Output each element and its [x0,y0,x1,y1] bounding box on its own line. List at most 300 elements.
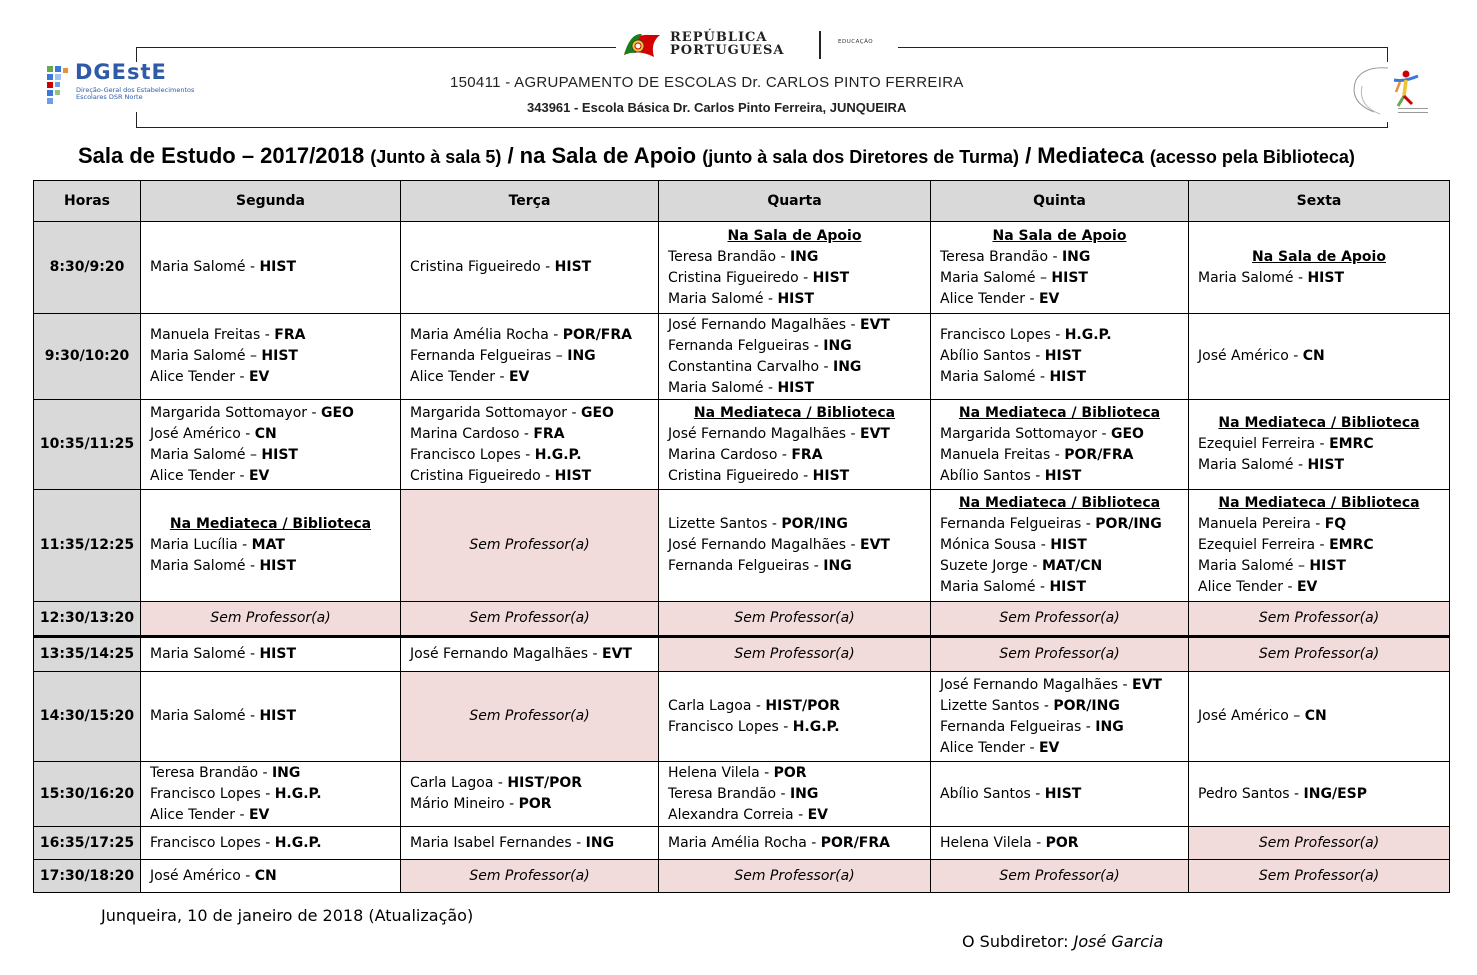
teacher-name: Maria Amélia Rocha - [410,327,563,343]
teacher-entry [410,325,649,346]
schedule-cell [659,314,931,400]
subject-code: POR/ING [1053,697,1120,714]
teacher-name: Constantina Carvalho - [668,358,833,375]
teacher-name: Carla Lagoa - [410,775,508,791]
title-part: – 2017/2018 [235,143,371,168]
subject-code: POR/FRA [562,327,632,343]
table-header-row [34,181,1450,222]
teacher-entry [940,466,1179,487]
republica-logo-text: REPÚBLICA PORTUGUESA [670,30,785,58]
teacher-entry [410,403,649,424]
schedule-cell [141,637,401,672]
teacher-entry [410,257,649,278]
teacher-entry [940,784,1179,805]
subject-code: EMRC [1329,537,1374,553]
subject-code: ING [271,764,301,781]
subject-code: H.G.P. [274,785,322,802]
column-header-tuesday: Terça [401,181,659,222]
teacher-entry [1198,535,1440,556]
subject-code: GEO [580,404,614,421]
teacher-entry [940,346,1179,367]
footer-date: Junqueira, 10 de janeiro de 2018 (Atualização) [101,906,474,925]
subject-code: HIST [1309,558,1346,574]
no-teacher-cell: Sem Professor(a) [401,672,659,762]
teacher-name: Maria Salomé - [1198,457,1308,473]
no-teacher-cell: Sem Professor(a) [1189,860,1450,893]
teacher-name: José Américo - [1198,348,1303,364]
no-teacher-cell: Sem Professor(a) [401,860,659,893]
subject-code: EVT [860,316,890,333]
subject-code: HIST [1049,369,1087,385]
teacher-entry [940,833,1179,854]
schedule-cell [401,762,659,827]
teacher-entry [150,784,391,805]
teacher-name: Margarida Sottomayor - [410,404,581,421]
teacher-name: Francisco Lopes - [668,718,793,735]
teacher-entry [668,336,921,357]
table-row [34,827,1450,860]
time-slot-cell: 14:30/15:20 [34,672,141,762]
subject-code: EVT [1132,676,1162,693]
room-location-label: Na Sala de Apoio [727,227,862,244]
teacher-name: José Fernando Magalhães - [940,676,1133,693]
subject-code: EV [248,467,270,484]
subject-code: HIST [777,290,815,307]
teacher-name: Teresa Brandão - [940,248,1062,265]
schedule-cell [141,222,401,314]
teacher-entry [410,367,649,388]
subject-code: HIST [1044,348,1082,364]
schedule-cell [659,827,931,860]
schedule-cell [141,827,401,860]
teacher-name: Alice Tender - [150,806,249,823]
teacher-name: Maria Salomé – [150,446,262,463]
teacher-entry [940,577,1179,598]
subject-code: H.G.P. [792,718,840,735]
teacher-name: Fernanda Felgueiras - [668,337,824,354]
teacher-entry [150,644,391,665]
signature-name: José Garcia [1073,932,1164,951]
subject-code: HIST [1044,467,1082,484]
signature-label: O Subdiretor: [962,932,1074,951]
page-title [78,143,1355,169]
teacher-name: Fernanda Felgueiras - [940,718,1096,735]
schedule-cell [1189,222,1450,314]
teacher-entry [668,696,921,717]
teacher-entry [150,556,391,577]
schedule-cell [141,400,401,490]
schedule-cell [931,222,1189,314]
subject-code: EVT [860,425,890,442]
no-teacher-cell: Sem Professor(a) [1189,827,1450,860]
column-header-hours: Horas [34,181,141,222]
teacher-entry [940,268,1179,289]
teacher-name: Maria Salomé – [150,348,262,364]
teacher-entry [150,325,391,346]
schedule-cell [931,672,1189,762]
teacher-entry [150,367,391,388]
teacher-name: Fernanda Felgueiras - [940,516,1096,532]
dgeste-logo-subtitle: Direção-Geral dos Estabelecimentos Escolares DSR Norte [76,86,195,101]
subject-code: ING [585,834,615,851]
teacher-entry [940,367,1179,388]
teacher-name: Helena Vilela - [940,834,1046,851]
schedule-cell [659,672,931,762]
no-teacher-cell: Sem Professor(a) [931,860,1189,893]
teacher-name: Alice Tender - [150,369,249,385]
teacher-entry [410,424,649,445]
teacher-name: Francisco Lopes - [410,446,535,463]
teacher-name: Manuela Freitas - [150,327,275,343]
no-teacher-cell: Sem Professor(a) [401,490,659,602]
teacher-entry [1198,577,1440,598]
teacher-name: Alice Tender - [150,467,249,484]
subject-code: EVT [860,537,890,553]
teacher-entry [940,289,1179,310]
no-teacher-cell: Sem Professor(a) [659,860,931,893]
teacher-entry [1198,434,1440,455]
teacher-entry [668,535,921,556]
teacher-entry [410,833,649,854]
subject-code: FRA [533,425,565,442]
teacher-name: Margarida Sottomayor - [150,404,321,421]
teacher-entry [668,357,921,378]
no-teacher-cell: Sem Professor(a) [659,637,931,672]
teacher-name: Maria Isabel Fernandes - [410,834,586,851]
teacher-name: Margarida Sottomayor - [940,425,1111,442]
teacher-name: Maria Salomé - [940,369,1050,385]
schedule-cell [401,827,659,860]
teacher-entry [1198,706,1440,727]
subject-code: ING [567,348,596,364]
time-slot-cell: 16:35/17:25 [34,827,141,860]
teacher-name: Abílio Santos - [940,785,1045,802]
teacher-name: Mário Mineiro - [410,796,519,812]
subject-code: HIST [259,259,297,275]
schedule-body [34,222,1450,893]
schedule-cell [401,637,659,672]
schedule-cell [141,762,401,827]
teacher-entry [150,866,391,887]
no-teacher-cell: Sem Professor(a) [659,602,931,637]
teacher-name: Helena Vilela - [668,764,774,781]
schedule-cell [931,314,1189,400]
teacher-name: Cristina Figueiredo - [410,259,555,275]
dgeste-squares-icon [45,64,73,108]
teacher-name: Maria Salomé - [150,646,260,662]
teacher-name: Mónica Sousa - [940,537,1051,553]
subject-code: HIST [259,646,297,662]
teacher-entry [150,805,391,826]
teacher-entry [940,556,1179,577]
subject-code: EV [1038,290,1060,307]
no-teacher-cell: Sem Professor(a) [931,602,1189,637]
teacher-entry [410,466,649,487]
teacher-entry [1198,268,1440,289]
column-header-monday: Segunda [141,181,401,222]
subject-code: HIST [261,446,298,463]
column-header-friday: Sexta [1189,181,1450,222]
teacher-name: Francisco Lopes - [150,785,275,802]
subject-code: ING [823,337,852,354]
subject-code: POR [1045,834,1079,851]
teacher-name: Suzete Jorge - [940,558,1042,574]
subject-code: ING [833,358,862,375]
teacher-entry [150,833,391,854]
subject-code: HIST [1051,269,1088,286]
teacher-name: José Fernando Magalhães - [668,316,861,333]
teacher-entry [668,717,921,738]
subject-code: HIST [812,269,850,286]
teacher-name: Fernanda Felgueiras - [668,558,824,574]
subject-code: HIST [1049,579,1087,595]
teacher-entry [668,424,921,445]
teacher-name: José Fernando Magalhães - [668,537,861,553]
footer-signature [962,932,1163,951]
teacher-entry [940,738,1179,759]
teacher-entry [150,763,391,784]
subject-code: H.G.P. [534,446,582,463]
no-teacher-cell: Sem Professor(a) [141,602,401,637]
teacher-name: Manuela Pereira - [1198,516,1325,532]
teacher-name: Maria Salomé - [150,558,260,574]
teacher-name: Lizette Santos - [668,516,782,532]
subject-code: GEO [320,404,354,421]
schedule-cell [1189,762,1450,827]
schedule-table [33,180,1450,893]
teacher-name: Alice Tender - [940,290,1039,307]
subject-code: HIST [812,467,850,484]
teacher-entry [940,514,1179,535]
time-slot-cell: 17:30/18:20 [34,860,141,893]
no-teacher-cell: Sem Professor(a) [401,602,659,637]
schedule-cell [931,827,1189,860]
portugal-flag-icon [620,29,664,61]
teacher-name: Maria Amélia Rocha - [668,834,821,851]
subject-code: POR/FRA [1064,446,1134,463]
title-part: / Mediateca [1018,143,1150,168]
title-part: / na Sala de Apoio [501,143,703,168]
teacher-name: Carla Lagoa - [668,697,766,714]
time-slot-cell: 11:35/12:25 [34,490,141,602]
room-location-label: Na Mediateca / Biblioteca [1218,415,1420,431]
teacher-entry [668,445,921,466]
teacher-entry [940,325,1179,346]
teacher-entry [940,675,1179,696]
teacher-name: Alice Tender - [410,369,509,385]
subject-code: H.G.P. [1064,327,1112,343]
teacher-name: Teresa Brandão - [150,764,272,781]
teacher-name: Maria Salomé - [150,708,260,724]
teacher-entry [940,445,1179,466]
teacher-entry [940,247,1179,268]
teacher-entry [668,805,921,826]
schedule-cell [141,314,401,400]
subject-code: HIST [554,467,592,484]
column-header-wednesday: Quarta [659,181,931,222]
subject-code: ING [823,558,852,574]
subject-code: HIST [1050,537,1087,553]
subject-code: POR/ING [1095,516,1162,532]
teacher-name: Maria Salomé – [1198,558,1310,574]
table-row [34,637,1450,672]
subject-code: HIST [259,708,297,724]
teacher-name: Francisco Lopes - [940,327,1065,343]
time-slot-cell: 12:30/13:20 [34,602,141,637]
subject-code: ING/ESP [1303,785,1367,802]
teacher-entry [410,346,649,367]
subject-code: EV [807,806,828,823]
subject-code: EVT [602,646,632,662]
schedule-cell [659,762,931,827]
teacher-name: Abílio Santos - [940,348,1045,364]
teacher-entry [150,346,391,367]
teacher-name: Ezequiel Ferreira - [1198,436,1330,452]
teacher-entry [150,403,391,424]
teacher-name: José Fernando Magalhães - [668,425,861,442]
teacher-entry [668,315,921,336]
schedule-cell [1189,314,1450,400]
teacher-entry [668,378,921,399]
agrupamento-emblem-icon [1344,62,1432,122]
teacher-entry [1198,556,1440,577]
teacher-name: Alice Tender - [1198,579,1297,595]
schedule-cell [931,490,1189,602]
table-row [34,490,1450,602]
subject-code: EV [1038,739,1060,756]
subject-code: FRA [791,446,823,463]
teacher-entry [150,424,391,445]
table-row [34,602,1450,637]
subject-code: HIST [777,379,815,396]
subject-code: EV [1296,579,1318,595]
teacher-entry [668,289,921,310]
teacher-entry [668,268,921,289]
teacher-entry [1198,455,1440,476]
subject-code: CN [1304,708,1327,724]
no-teacher-cell: Sem Professor(a) [931,637,1189,672]
subject-code: HIST/POR [507,775,583,791]
schedule-cell [141,860,401,893]
teacher-name: Fernanda Felgueiras – [410,348,568,364]
room-location-label: Na Mediateca / Biblioteca [169,516,372,532]
teacher-entry [668,833,921,854]
teacher-name: Ezequiel Ferreira - [1198,537,1330,553]
subject-code: GEO [1110,425,1144,442]
teacher-name: Alice Tender - [940,739,1039,756]
time-slot-cell: 10:35/11:25 [34,400,141,490]
subject-code: EMRC [1329,436,1374,452]
time-slot-cell: 15:30/16:20 [34,762,141,827]
room-location-label: Na Mediateca / Biblioteca [958,495,1161,511]
teacher-name: Manuela Freitas - [940,446,1065,463]
republica-logo-educacao: EDUCAÇÃO [838,39,874,45]
schedule-cell [931,400,1189,490]
teacher-entry [410,794,649,815]
dgeste-logo [45,62,230,112]
teacher-name: Maria Salomé – [940,269,1052,286]
subject-code: CN [254,425,277,442]
schedule-cell [401,400,659,490]
teacher-entry [1198,514,1440,535]
teacher-entry [668,514,921,535]
room-location-label: Na Mediateca / Biblioteca [1218,495,1420,511]
time-slot-cell: 8:30/9:20 [34,222,141,314]
no-teacher-cell: Sem Professor(a) [1189,602,1450,637]
school-name: 343961 - Escola Básica Dr. Carlos Pinto Ferreira, JUNQUEIRA [527,100,907,115]
subject-code: HIST/POR [765,697,841,714]
teacher-name: Pedro Santos - [1198,785,1304,802]
table-row [34,400,1450,490]
teacher-name: Cristina Figueiredo - [410,467,555,484]
schedule-cell [401,222,659,314]
title-part: Sala de Estudo [78,143,236,168]
teacher-entry [668,784,921,805]
teacher-entry [150,445,391,466]
subject-code: POR/FRA [820,834,890,851]
teacher-name: Maria Salomé - [150,259,260,275]
subject-code: HIST [1307,269,1345,286]
subject-code: MAT/CN [1041,558,1103,574]
teacher-entry [1198,346,1440,367]
subject-code: EV [248,369,270,385]
subject-code: ING [789,785,819,802]
teacher-name: Marina Cardoso - [668,446,792,463]
table-row [34,222,1450,314]
subject-code: HIST [1307,457,1345,473]
teacher-entry [150,535,391,556]
teacher-entry [410,773,649,794]
teacher-name: Marina Cardoso - [410,425,534,442]
teacher-name: José Américo – [1198,708,1305,724]
title-part: (Junto à sala 5) [370,147,502,167]
table-row [34,314,1450,400]
teacher-entry [150,466,391,487]
subject-code: ING [1095,718,1124,735]
subject-code: POR [773,764,807,781]
teacher-entry [940,535,1179,556]
room-location-label: Na Sala de Apoio [1252,248,1386,265]
teacher-entry [940,717,1179,738]
teacher-name: Maria Salomé - [668,290,778,307]
subject-code: FRA [274,327,306,343]
schedule-cell [931,762,1189,827]
schedule-cell [1189,400,1450,490]
schedule-cell [659,400,931,490]
subject-code: MAT [251,537,285,553]
subject-code: ING [789,248,819,265]
schedule-cell [1189,672,1450,762]
teacher-entry [410,644,649,665]
teacher-name: Maria Salomé - [940,579,1050,595]
republica-portuguesa-logo [616,25,898,65]
subject-code: H.G.P. [274,834,322,851]
title-part: (acesso pela Biblioteca) [1149,147,1355,167]
teacher-entry [668,763,921,784]
dgeste-logo-text: DGEstE [75,60,167,84]
header-frame-bottom [136,127,1387,128]
teacher-entry [1198,784,1440,805]
subject-code: CN [254,867,277,884]
table-row [34,762,1450,827]
teacher-name: José Fernando Magalhães - [410,646,603,662]
schedule-cell [1189,490,1450,602]
republica-logo-divider [819,31,821,59]
schedule-cell [141,490,401,602]
teacher-name: José Américo - [150,425,255,442]
teacher-name: Cristina Figueiredo - [668,269,813,286]
teacher-entry [668,556,921,577]
